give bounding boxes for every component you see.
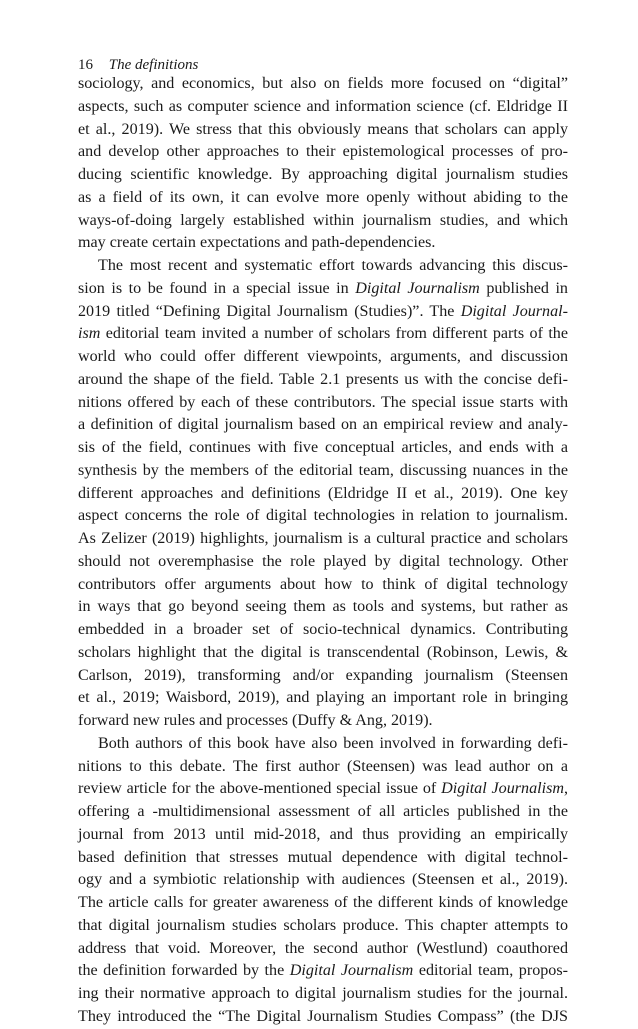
text-line — [78, 687, 568, 710]
line-text: may create certain expectations and path-dependencies. — [78, 234, 436, 252]
line-text: synthesis by the members of the editorial team, discussing nuances in the — [78, 461, 568, 479]
line-text: et al., 2019; Waisbord, 2019), and playing an important role in bringing — [78, 689, 568, 707]
text-line — [78, 915, 568, 938]
line-text: ogy and a symbiotic relationship with audiences (Steensen et al., 2019). — [78, 871, 568, 889]
text-line — [78, 642, 568, 665]
line-text: As Zelizer (2019) highlights, journalism is a cultural practice and scholars — [78, 530, 568, 547]
text-line — [78, 119, 568, 142]
line-text: sis of the field, continues with five conceptual articles, and ends with a — [78, 439, 568, 456]
line-text: Carlson, 2019), transforming and/or expanding journalism (Steensen — [78, 666, 568, 684]
text-line — [78, 232, 568, 255]
line-text: world who could offer different viewpoints, arguments, and discussion — [78, 348, 568, 365]
text-line — [78, 278, 568, 301]
text-line — [78, 778, 568, 801]
line-text: should not overemphasise the role played by digital technology. Other — [78, 552, 568, 570]
text-line — [78, 164, 568, 187]
italic-title: ism — [78, 325, 101, 343]
line-text: address that void. Moreover, the second author (Westlund) coauthored — [78, 939, 568, 957]
text-line — [78, 619, 568, 642]
text-line — [78, 437, 568, 460]
line-text: They introduced the “The Digital Journalism Studies Compass” (the DJS — [78, 1007, 568, 1025]
text-line — [78, 596, 568, 619]
text-line — [78, 551, 568, 574]
text-line — [78, 346, 568, 369]
text-line — [78, 369, 568, 392]
text-line — [78, 141, 568, 164]
line-text: nitions offered by each of these contributors. The special issue starts with — [78, 393, 568, 411]
text-line — [78, 869, 568, 892]
text-line — [78, 301, 568, 324]
running-head — [78, 56, 198, 74]
line-text: The article calls for greater awareness of the different kinds of knowledge — [78, 894, 568, 911]
text-line — [78, 392, 568, 415]
line-text: that digital journalism studies scholars produce. This chapter attempts to — [78, 916, 568, 934]
line-text-after: published in — [479, 279, 568, 297]
line-text: a definition of digital journalism based on an empirical review and analy- — [78, 416, 568, 434]
line-text: scholars highlight that the digital is transcendental (Robinson, Lewis, & — [78, 643, 568, 661]
text-line — [78, 892, 568, 915]
text-line — [78, 483, 568, 506]
text-line — [78, 96, 568, 119]
text-line — [78, 665, 568, 688]
line-text: contributors offer arguments about how to think of digital technology — [78, 575, 568, 593]
text-line — [78, 824, 568, 847]
line-text: different approaches and definitions (Eldridge II et al., 2019). One key — [78, 484, 568, 502]
section-title: The definitions — [108, 57, 199, 73]
text-line — [78, 323, 568, 346]
italic-title: Digital Journal- — [460, 302, 568, 320]
line-text: sociology, and economics, but also on fields more focused on “digital” — [78, 75, 568, 92]
body-text — [78, 73, 568, 1029]
line-text: embedded in a broader set of socio-technical dynamics. Contributing — [78, 621, 568, 638]
line-text: aspects, such as computer science and information science (cf. Eldridge II — [78, 97, 568, 115]
text-line — [78, 756, 568, 779]
line-text-after: editorial team invited a number of scholars from different parts of the — [100, 325, 568, 343]
text-line — [78, 210, 568, 233]
line-text: the definition forwarded by the — [78, 962, 290, 980]
text-line — [78, 733, 568, 756]
page-number: 16 — [78, 57, 93, 73]
line-text: ducing scientific knowledge. By approaching digital journalism studies — [78, 166, 568, 183]
line-text: sion is to be found in a special issue in — [78, 279, 356, 297]
line-text: ing their normative approach to digital journalism studies for the journal. — [78, 985, 568, 1002]
line-text: forward new rules and processes (Duffy & Ang, 2019). — [78, 712, 433, 729]
line-text: nitions to this debate. The first author (Steensen) was lead author on a — [78, 757, 568, 775]
text-line — [78, 960, 568, 983]
line-text: offering a -multidimensional assessment of all articles published in the — [78, 803, 568, 820]
italic-title: Digital Journalism — [355, 279, 480, 297]
line-text: as a field of its own, it can evolve more openly without abiding to the — [78, 188, 568, 206]
text-line — [78, 73, 568, 96]
line-text-after: editorial team, propos- — [413, 962, 568, 980]
text-line — [78, 528, 568, 551]
line-text: based definition that stresses mutual dependence with digital technol- — [78, 848, 568, 866]
line-text: in ways that go beyond seeing them as tools and systems, but rather as — [78, 598, 568, 616]
text-line — [78, 710, 568, 733]
text-line — [78, 801, 568, 824]
text-line — [78, 505, 568, 528]
text-line — [78, 574, 568, 597]
line-text: Both authors of this book have also been involved in forwarding defi- — [98, 734, 568, 752]
line-text: The most recent and systematic effort towards advancing this discus- — [98, 257, 568, 274]
line-text: ways-of-doing largely established within journalism studies, and which — [78, 211, 568, 229]
line-text: journal from 2013 until mid-2018, and thus providing an empirically — [78, 825, 568, 843]
text-line — [78, 414, 568, 437]
line-text: and develop other approaches to their epistemological processes of pro- — [78, 143, 568, 161]
text-line — [78, 460, 568, 483]
line-text: aspect concerns the role of digital technologies in relation to journalism. — [78, 507, 568, 525]
line-text: around the shape of the field. Table 2.1 presents us with the concise defi- — [78, 370, 568, 388]
text-line — [78, 1006, 568, 1029]
text-line — [78, 938, 568, 961]
text-line — [78, 847, 568, 870]
italic-title: Digital Journalism — [289, 962, 414, 980]
line-text: review article for the above-mentioned special issue of — [78, 780, 442, 798]
line-text-after: , — [563, 780, 568, 798]
text-line — [78, 983, 568, 1006]
italic-title: Digital Journalism — [441, 780, 564, 798]
text-line — [78, 187, 568, 210]
line-text: et al., 2019). We stress that this obviously means that scholars can apply — [78, 120, 568, 138]
line-text: 2019 titled “Defining Digital Journalism (Studies)”. The — [78, 302, 461, 320]
text-line — [78, 255, 568, 278]
